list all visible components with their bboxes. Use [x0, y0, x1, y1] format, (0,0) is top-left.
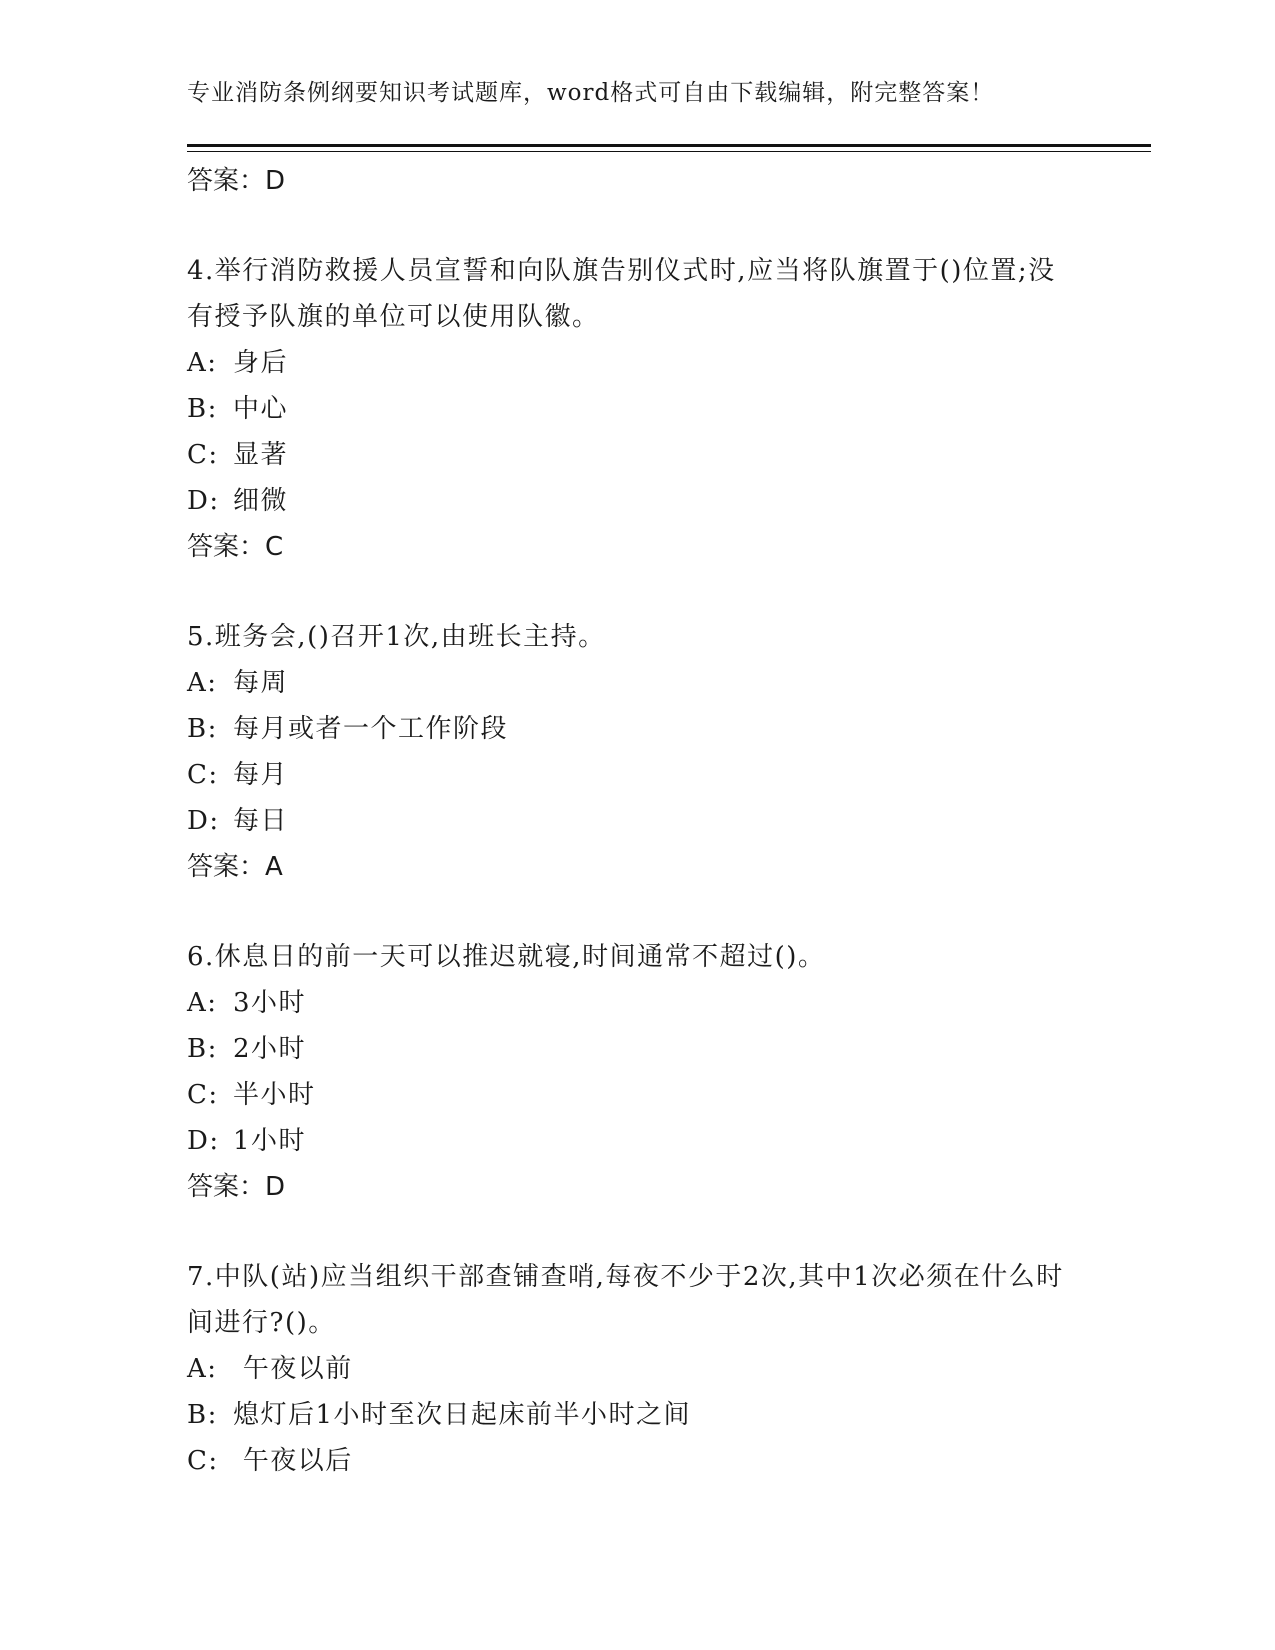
answer-line: 答案：C	[187, 532, 284, 562]
page-header: 专业消防条例纲要知识考试题库，word格式可自由下载编辑，附完整答案！	[187, 80, 995, 106]
question-7	[187, 1254, 1087, 1484]
option-letter: B:	[187, 714, 218, 744]
question-text: 6.休息日的前一天可以推迟就寝,时间通常不超过()。	[187, 942, 826, 972]
option-text: 显著	[233, 440, 289, 470]
option-text: 每月	[233, 760, 289, 790]
option-b	[187, 706, 1087, 752]
option-letter: C:	[187, 1080, 219, 1110]
option-text: 午夜以后	[233, 1446, 353, 1476]
answer-line: 答案：D	[187, 166, 286, 196]
option-letter: D:	[187, 486, 220, 516]
option-letter: A:	[187, 668, 218, 698]
option-letter: C:	[187, 1446, 219, 1476]
option-letter: A:	[187, 1354, 218, 1384]
option-text: 身后	[233, 348, 289, 378]
answer-line: 答案：A	[187, 852, 283, 882]
question-4	[187, 248, 1087, 570]
question-text: 4.举行消防救援人员宣誓和向队旗告别仪式时,应当将队旗置于()位置;没有授予队旗的单位可以使用队徽。	[187, 256, 1056, 332]
option-b	[187, 1026, 1087, 1072]
option-letter: B:	[187, 1034, 218, 1064]
option-a	[187, 1346, 1087, 1392]
option-text: 熄灯后1小时至次日起床前半小时之间	[233, 1400, 692, 1430]
option-c	[187, 432, 1087, 478]
option-c	[187, 1072, 1087, 1118]
option-letter: A:	[187, 988, 218, 1018]
option-a	[187, 660, 1087, 706]
option-letter: A:	[187, 348, 218, 378]
option-text: 细微	[233, 486, 289, 516]
option-b	[187, 1392, 1087, 1438]
option-letter: B:	[187, 394, 218, 424]
question-text: 7.中队(站)应当组织干部查铺查哨,每夜不少于2次,其中1次必须在什么时间进行?()。	[187, 1262, 1064, 1338]
option-text: 每日	[233, 806, 289, 836]
option-text: 半小时	[233, 1080, 316, 1110]
option-letter: D:	[187, 806, 220, 836]
header-divider	[187, 144, 1151, 152]
option-letter: C:	[187, 760, 219, 790]
document-body	[187, 158, 1087, 1484]
option-text: 1小时	[233, 1126, 307, 1156]
option-text: 2小时	[233, 1034, 307, 1064]
question-6	[187, 934, 1087, 1210]
option-b	[187, 386, 1087, 432]
option-text: 中心	[233, 394, 289, 424]
option-d	[187, 1118, 1087, 1164]
option-d	[187, 798, 1087, 844]
option-c	[187, 752, 1087, 798]
option-letter: C:	[187, 440, 219, 470]
option-d	[187, 478, 1087, 524]
option-letter: D:	[187, 1126, 220, 1156]
option-a	[187, 980, 1087, 1026]
question-text: 5.班务会,()召开1次,由班长主持。	[187, 622, 606, 652]
answer-line: 答案：D	[187, 1172, 286, 1202]
option-c	[187, 1438, 1087, 1484]
option-a	[187, 340, 1087, 386]
option-text: 3小时	[233, 988, 307, 1018]
option-letter: B:	[187, 1400, 218, 1430]
option-text: 每月或者一个工作阶段	[233, 714, 509, 744]
option-text: 午夜以前	[233, 1354, 353, 1384]
question-5	[187, 614, 1087, 890]
option-text: 每周	[233, 668, 289, 698]
